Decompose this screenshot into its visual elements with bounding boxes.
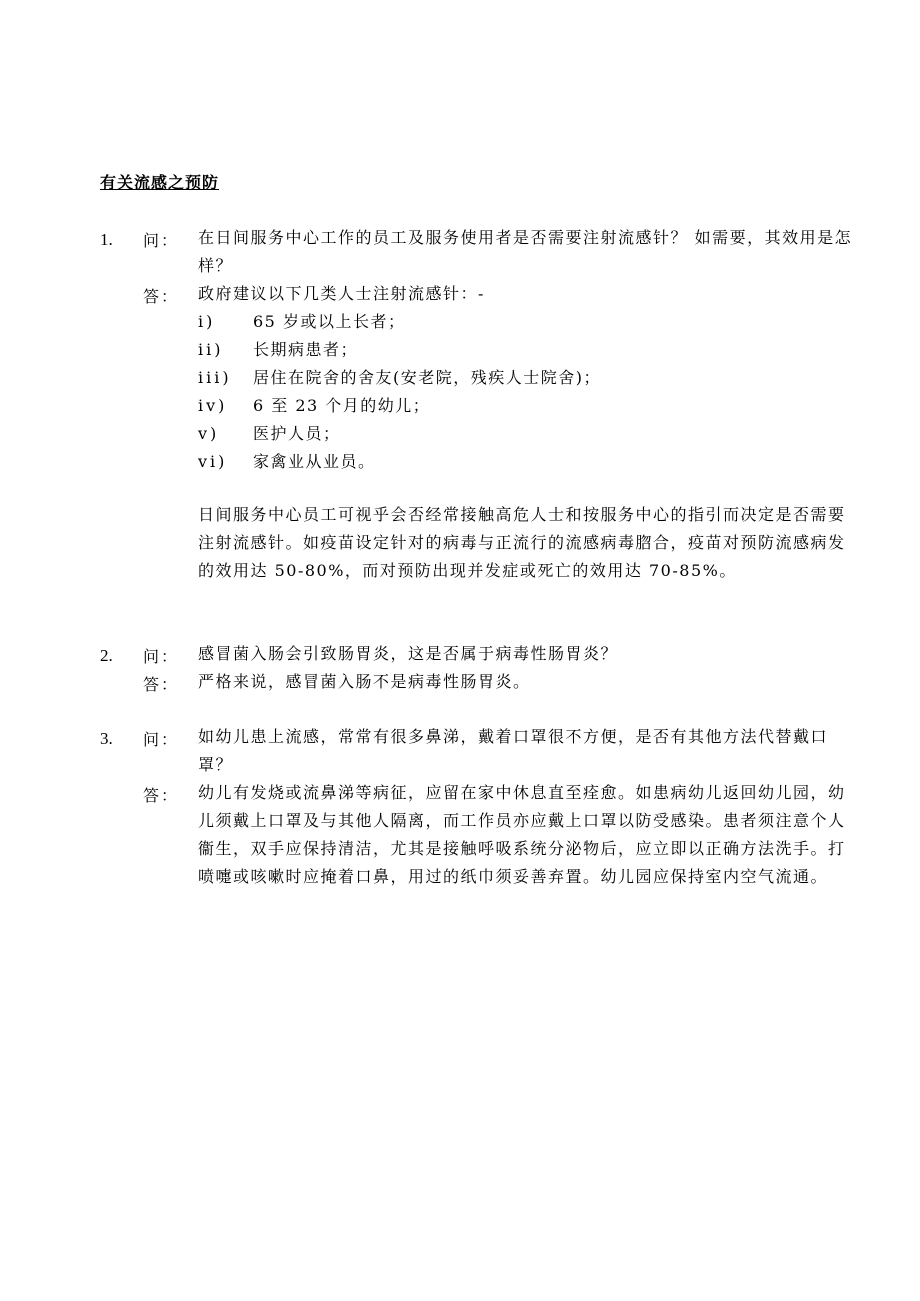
answer-text: 严格来说，感冒菌入肠不是病毒性肠胃炎。 — [198, 672, 531, 691]
list-numeral: ii) — [198, 340, 224, 359]
question-label: 问： — [143, 231, 180, 250]
answer-label: 答： — [143, 786, 180, 805]
question-text: 在日间服务中心工作的员工及服务使用者是否需要注射流感针？ 如需要，其效用是怎样？ — [198, 228, 853, 275]
answer-paragraph: 日间服务中心员工可视乎会否经常接触高危人士和按服务中心的指引而决定是否需要注射流感针。如疫苗设定针对的病毒与正流行的流感病毒脗合，疫苗对预防流感病发的效用达 50-80%，而对预防出现并发症或死亡的效用达 70-85%。 — [198, 505, 846, 580]
list-text: 长期病患者； — [253, 340, 359, 359]
list-text: 家禽业从业员。 — [253, 452, 376, 471]
item-number: 3. — [100, 729, 113, 748]
answer-text: 幼儿有发烧或流鼻涕等病征，应留在家中休息直至痊愈。如患病幼儿返回幼儿园，幼儿须戴上口罩及与其他人隔离，而工作员亦应戴上口罩以防受感染。患者须注意个人衞生，双手应保持清洁，尤其是接触呼吸系统分泌物后，应立即以正确方法洗手。打喷嚏或咳嗽时应掩着口鼻，用过的纸巾须妥善弃置。幼儿园应保持室内空气流通。 — [198, 783, 846, 886]
document-title: 有关流感之预防 — [100, 173, 220, 192]
answer-intro: 政府建议以下几类人士注射流感针：- — [198, 284, 485, 303]
item-number: 2. — [100, 646, 113, 665]
question-text: 如幼儿患上流感，常常有很多鼻涕，戴着口罩很不方便，是否有其他方法代替戴口罩？ — [198, 727, 829, 774]
list-text: 65 岁或以上长者； — [253, 312, 406, 331]
list-numeral: iii) — [198, 368, 232, 387]
question-label: 问： — [143, 647, 180, 666]
list-numeral: iv) — [198, 396, 228, 415]
answer-label: 答： — [143, 287, 180, 306]
item-number: 1. — [100, 230, 113, 249]
list-text: 居住在院舍的舍友(安老院，残疾人士院舍)； — [253, 368, 601, 387]
answer-label: 答： — [143, 675, 180, 694]
list-numeral: vi) — [198, 452, 228, 471]
question-label: 问： — [143, 730, 180, 749]
list-numeral: v) — [198, 424, 220, 443]
list-numeral: i) — [198, 312, 216, 331]
list-text: 6 至 23 个月的幼儿； — [253, 396, 431, 415]
question-text: 感冒菌入肠会引致肠胃炎，这是否属于病毒性肠胃炎？ — [198, 644, 619, 663]
list-text: 医护人员； — [253, 424, 341, 443]
